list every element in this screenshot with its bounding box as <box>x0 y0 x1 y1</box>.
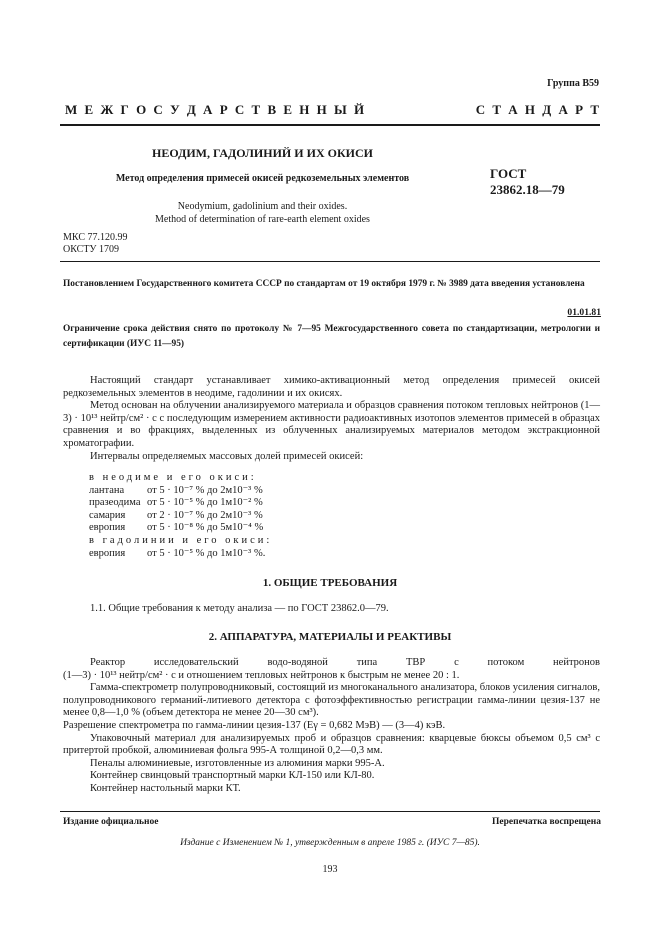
english-title <box>60 200 465 226</box>
cases-paragraph: Пеналы алюминиевые, изготовленные из алюминия марки 995-А. <box>90 757 385 769</box>
classification-codes <box>63 232 127 256</box>
decree-text: Постановлением Государственного комитета СССР по стандартам от 19 октября 1979 г. № 3989 дата введения установлена <box>63 279 585 289</box>
gost-number: 23862.18—79 <box>490 182 565 197</box>
okstu-code: ОКСТУ 1709 <box>63 244 120 255</box>
desk-container-paragraph: Контейнер настольный марки КТ. <box>90 782 241 794</box>
section-2-heading: 2. АППАРАТУРА, МАТЕРИАЛЫ И РЕАКТИВЫ <box>208 631 452 643</box>
neodymium-heading: в неодиме и его окиси: <box>89 472 257 483</box>
document-subtitle: Метод определения примесей окисей редкоземельных элементов <box>115 173 410 184</box>
section-1-paragraph: 1.1. Общие требования к методу анализа — по ГОСТ 23862.0—79. <box>90 603 389 614</box>
range-row: европия от 5 · 10⁻⁸ % до 5м10⁻⁴ % <box>89 522 264 534</box>
section-2-body <box>63 657 600 796</box>
document-title: НЕОДИМ, ГАДОЛИНИЙ И ИХ ОКИСИ <box>152 146 373 160</box>
gost-designation <box>490 166 600 198</box>
spectrometer-paragraph: Гамма-спектрометр полупроводниковый, состоящий из многоканального анализатора, блоков усиления сигналов, полупроводникового германий-литиевого детектора с фотоэффективностью регистрации гамма-линии цезия-137 не менее 0,8—1,0 % (объем детектора не менее 20—30 см³). <box>63 682 600 719</box>
reactor-line-1: Реактор исследовательский водо-водяной типа ТВР с потоком нейтронов <box>90 657 600 668</box>
middle-rule <box>60 261 600 262</box>
packaging-paragraph: Упаковочный материал для анализируемых проб и образцов сравнения: кварцевые бюксы объемом 0,5 см³ с притертой пробкой, алюминиевая фольга 995-А толщиной 0,2—0,3 мм. <box>63 732 600 757</box>
reprint-prohibited: Перепечатка воспрещена <box>491 817 601 827</box>
range-row: лантана от 5 · 10⁻⁷ % до 2м10⁻³ % <box>89 484 263 496</box>
intro-paragraph-3: Интервалы определяемых массовых долей примесей окисей: <box>90 450 364 462</box>
limitation-text: Ограничение срока действия снято по протоколу № 7—95 Межгосударственного совета по стандартизации, метрологии и сертификации (ИУС 11—95) <box>63 324 600 349</box>
footer-rule <box>60 811 600 812</box>
gost-label: ГОСТ <box>490 166 527 181</box>
reactor-line-2: (1—3) · 10¹³ нейтр/см² · с и отношением тепловых нейтронов к быстрым не менее 20 : 1. <box>63 669 460 681</box>
standard-heading-left: М Е Ж Г О С У Д А Р С Т В Е Н Н Ы Й <box>65 102 367 117</box>
range-row: европия от 5 · 10⁻⁵ % до 1м10⁻³ %. <box>89 547 266 559</box>
english-title-line2: Method of determination of rare-earth element oxides <box>155 214 370 225</box>
introduction-date: 01.01.81 <box>567 307 601 318</box>
standard-heading-right: С Т А Н Д А Р Т <box>475 102 601 117</box>
intro-block <box>63 375 600 463</box>
mks-code: МКС 77.120.99 <box>63 232 128 243</box>
gadolinium-heading: в гадолинии и его окиси: <box>89 534 273 546</box>
range-row: самария от 2 · 10⁻⁷ % до 2м10⁻³ % <box>89 509 263 521</box>
ranges-table <box>89 472 272 560</box>
english-title-line1: Neodymium, gadolinium and their oxides. <box>177 201 348 212</box>
group-code: Группа B59 <box>547 78 599 89</box>
lead-container-paragraph: Контейнер свинцовый транспортный марки КЛ-150 или КЛ-80. <box>90 770 375 782</box>
section-1-body <box>63 603 600 616</box>
resolution-line: Разрешение спектрометра по гамма-линии цезия-137 (Eγ = 0,682 МэВ) — (3—4) кэВ. <box>63 719 446 731</box>
edition-note: Издание с Изменением № 1, утвержденным в апреле 1985 г. (ИУС 7—85). <box>180 838 480 848</box>
section-1-heading: 1. ОБЩИЕ ТРЕБОВАНИЯ <box>262 577 398 589</box>
official-edition: Издание официальное <box>63 817 159 827</box>
page-number: 193 <box>322 864 338 875</box>
top-rule <box>60 124 600 126</box>
range-row: празеодима от 5 · 10⁻⁵ % до 1м10⁻² % <box>89 497 263 509</box>
intro-paragraph-2: Метод основан на облучении анализируемого материала и образцов сравнения потоком тепловых нейтронов (1—3) · 10¹³ нейтр/см² · с с последующим измерением активности радиоактивных изотопов элементов примесей в образцах сравнения и во фракциях, выделенных из облученных анализируемых материалов методом экстракционной хроматографии. <box>63 400 600 449</box>
intro-paragraph-1: Настоящий стандарт устанавливает химико-активационный метод определения примесей окисей редкоземельных элементов в неодиме, гадолинии и их окисях. <box>63 375 600 399</box>
